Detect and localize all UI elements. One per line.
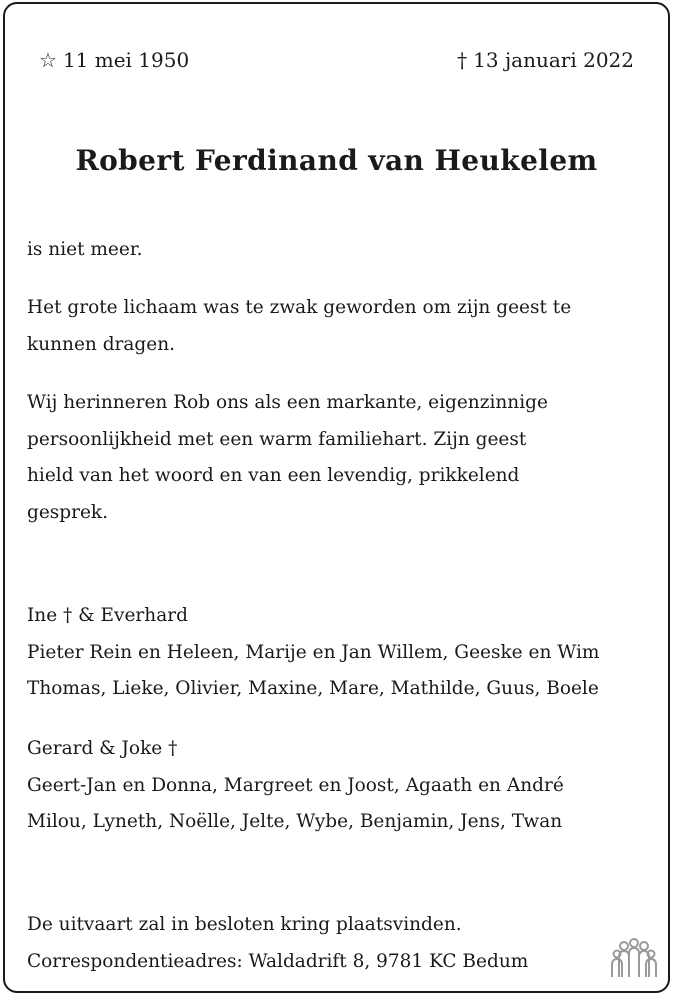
text-line: Het grote lichaam was te zwak geworden om zijn geest te xyxy=(27,297,572,318)
body-paragraph-2 xyxy=(27,385,650,531)
text-line: persoonlijkheid met een warm familiehart. Zijn geest xyxy=(27,428,527,450)
birth-date xyxy=(39,48,189,72)
dates-row xyxy=(39,48,634,76)
people-group-icon xyxy=(610,937,658,979)
intro-paragraph xyxy=(27,232,650,269)
death-date xyxy=(457,48,634,72)
announcement-card xyxy=(3,2,670,993)
closing-line: Correspondentieadres: Waldadrift 8, 9781 KC Bedum xyxy=(27,950,529,972)
family-line: Milou, Lyneth, Noëlle, Jelte, Wybe, Benjamin, Jens, Twan xyxy=(27,811,563,832)
closing-paragraph xyxy=(27,907,650,980)
star-icon: ☆ xyxy=(39,48,57,72)
family-line: Pieter Rein en Heleen, Marije en Jan Willem, Geeske en Wim xyxy=(27,641,600,663)
text-line: hield van het woord en van een levendig, prikkelend xyxy=(27,465,520,486)
text-line: Wij herinneren Rob ons als een markante, eigenzinnige xyxy=(27,392,548,413)
closing-line: De uitvaart zal in besloten kring plaatsvinden. xyxy=(27,914,462,935)
family-group-1 xyxy=(27,598,650,708)
family-group-2 xyxy=(27,731,650,841)
death-date-text: 13 januari 2022 xyxy=(473,48,634,72)
birth-date-text: 11 mei 1950 xyxy=(62,48,190,72)
body-paragraph-1 xyxy=(27,290,650,363)
cross-icon: † xyxy=(457,48,468,72)
text-line: gesprek. xyxy=(27,501,109,523)
deceased-name: Robert Ferdinand van Heukelem xyxy=(75,144,598,177)
family-line: Ine † & Everhard xyxy=(27,605,188,626)
family-line: Geert-Jan en Donna, Margreet en Joost, Agaath en André xyxy=(27,774,564,796)
text-line: kunnen dragen. xyxy=(27,333,175,355)
family-line: Gerard & Joke † xyxy=(27,738,178,759)
text-line: is niet meer. xyxy=(27,239,143,260)
family-line: Thomas, Lieke, Olivier, Maxine, Mare, Mathilde, Guus, Boele xyxy=(27,678,599,699)
